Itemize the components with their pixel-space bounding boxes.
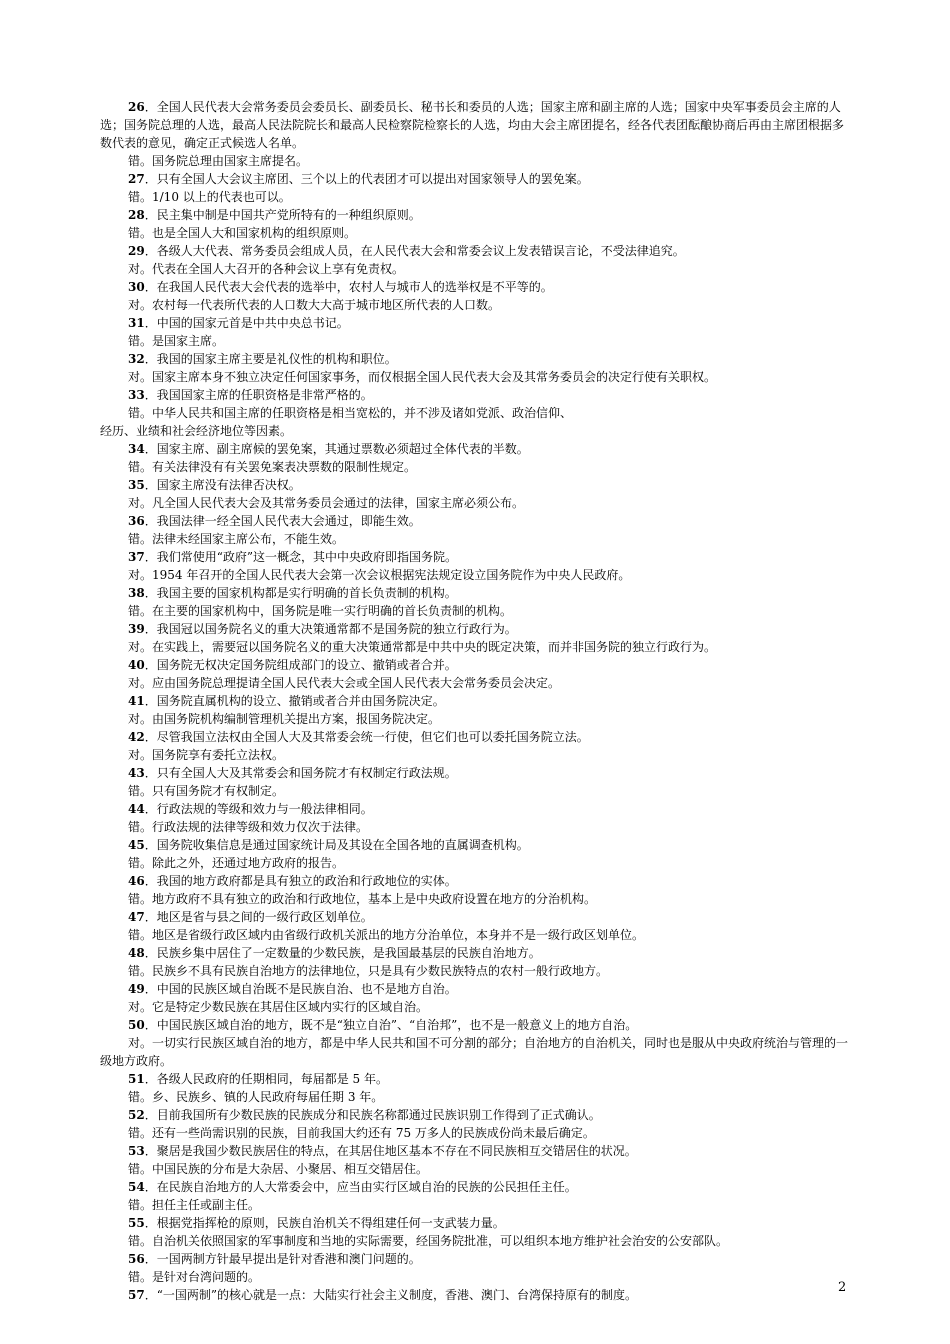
answer-text: 错。中华人民共和国主席的任职资格是相当宽松的，并不涉及诸如党派、政治信仰、 [128,406,573,420]
question-text: ．只有全国人大及其常委会和国务院才有权制定行政法规。 [144,766,457,780]
question-text: ．全国人民代表大会常务委员会委员长、副委员长、秘书长和委员的人选；国家主席和副主席的人选；国家中央军事委员会主席的人选；国务院总理的人选，最高人民法院院长和最高人民检察院检察长的人选，均由大会主席团提名，经各代表团酝酿协商后再由主席团根据多数代表的意见，确定正式候选人名单。 [100,100,845,150]
answer-text: 错。在主要的国家机构中，国务院是唯一实行明确的首长负责制的机构。 [128,604,513,618]
question-item [100,764,852,782]
answer-text: 对。1954 年召开的全国人民代表大会第一次会议根据宪法规定设立国务院作为中央人民政府。 [128,568,631,582]
question-item [100,512,852,530]
question-text: ．“一国两制”的核心就是一点：大陆实行社会主义制度，香港、澳门、台湾保持原有的制度。 [144,1288,637,1302]
question-item [100,386,852,404]
question-number: 31 [128,316,145,330]
question-item [100,728,852,746]
question-item [100,584,852,602]
question-item [100,944,852,962]
question-text: ．只有全国人大会议主席团、三个以上的代表团才可以提出对国家领导人的罢免案。 [144,172,589,186]
answer-text: 错。是针对台湾问题的。 [128,1270,261,1284]
question-number: 48 [128,946,145,960]
question-item [100,872,852,890]
answer-text: 错。行政法规的法律等级和效力仅次于法律。 [128,820,369,834]
question-number: 37 [128,550,145,564]
question-number: 52 [128,1108,145,1122]
question-item [100,278,852,296]
question-number: 35 [128,478,145,492]
answer-text: 对。国家主席本身不独立决定任何国家事务，而仅根据全国人民代表大会及其常务委员会的决定行使有关职权。 [128,370,717,384]
question-item [100,908,852,926]
question-number: 39 [128,622,145,636]
answer-text: 对。代表在全国人大召开的各种会议上享有免责权。 [128,262,405,276]
question-number: 55 [128,1216,145,1230]
question-item [100,440,852,458]
question-text: ．行政法规的等级和效力与一般法律相同。 [144,802,373,816]
question-text: ．我国主要的国家机构都是实行明确的首长负责制的机构。 [144,586,457,600]
question-item [100,1016,852,1034]
question-text: ．中国的民族区域自治既不是民族自治、也不是地方自治。 [144,982,457,996]
answer-text: 错。法律未经国家主席公布，不能生效。 [128,532,345,546]
question-text: ．我国法律一经全国人民代表大会通过，即能生效。 [144,514,421,528]
question-number: 34 [128,442,145,456]
question-text: ．国家主席、副主席候的罢免案，其通过票数必须超过全体代表的半数。 [144,442,529,456]
question-item [100,1070,852,1088]
question-text: ．我国的地方政府都是具有独立的政治和行政地位的实体。 [144,874,457,888]
question-number: 42 [128,730,145,744]
question-number: 36 [128,514,145,528]
answer-text: 对。应由国务院总理提请全国人民代表大会或全国人民代表大会常务委员会决定。 [128,676,561,690]
question-text: ．在我国人民代表大会代表的选举中，农村人与城市人的选举权是不平等的。 [144,280,553,294]
answer-text: 对。一切实行民族区域自治的地方，都是中华人民共和国不可分割的部分；自治地方的自治机关，同时也是服从中央政府统治与管理的一级地方政府。 [100,1036,849,1068]
question-item [100,980,852,998]
question-number: 29 [128,244,145,258]
question-number: 27 [128,172,145,186]
question-item [100,1142,852,1160]
answer-text: 对。它是特定少数民族在其居住区域内实行的区域自治。 [128,1000,429,1014]
answer-text: 错。只有国务院才有权制定。 [128,784,285,798]
answer-text: 对。凡全国人民代表大会及其常务委员会通过的法律，国家主席必须公布。 [128,496,525,510]
question-item [100,350,852,368]
question-text: ．我国的国家主席主要是礼仪性的机构和职位。 [144,352,397,366]
question-number: 50 [128,1018,145,1032]
page-number: 2 [838,1280,847,1295]
answer-text: 对。农村每一代表所代表的人口数大大高于城市地区所代表的人口数。 [128,298,501,312]
answer-text: 错。担任主任或副主任。 [128,1198,261,1212]
answer-text: 错。国务院总理由国家主席提名。 [128,154,309,168]
question-number: 32 [128,352,145,366]
answer-text: 错。还有一些尚需识别的民族，目前我国大约还有 75 万多人的民族成份尚未最后确定。 [128,1126,595,1140]
question-number: 43 [128,766,145,780]
question-item [100,314,852,332]
question-item [100,1286,852,1304]
question-item [100,800,852,818]
question-text: ．各级人民政府的任期相同，每届都是 5 年。 [144,1072,388,1086]
question-number: 49 [128,982,145,996]
question-number: 41 [128,694,145,708]
question-text: ．根据党指挥枪的原则，民族自治机关不得组建任何一支武装力量。 [144,1216,505,1230]
answer-text: 错。地方政府不具有独立的政治和行政地位，基本上是中央政府设置在地方的分治机构。 [128,892,597,906]
question-item [100,1106,852,1124]
question-text: ．地区是省与县之间的一级行政区划单位。 [144,910,373,924]
answer-text: 错。是国家主席。 [128,334,225,348]
question-text: ．一国两制方针最早提出是针对香港和澳门问题的。 [144,1252,421,1266]
question-text: ．民主集中制是中国共产党所特有的一种组织原则。 [144,208,421,222]
question-number: 45 [128,838,145,852]
question-item [100,1178,852,1196]
question-number: 56 [128,1252,145,1266]
answer-text: 错。民族乡不具有民族自治地方的法律地位，只是具有少数民族特点的农村一般行政地方。 [128,964,609,978]
question-item [100,836,852,854]
question-text: ．国家主席没有法律否决权。 [144,478,301,492]
question-item [100,656,852,674]
answer-text: 错。地区是省级行政区域内由省级行政机关派出的地方分治单位，本身并不是一级行政区划单位。 [128,928,645,942]
question-text: ．我们常使用“政府”这一概念，其中中央政府即指国务院。 [144,550,457,564]
answer-text: 错。也是全国人大和国家机构的组织原则。 [128,226,357,240]
answer-text: 错。自治机关依照国家的军事制度和当地的实际需要，经国务院批准，可以组织本地方维护社会治安的公安部队。 [128,1234,729,1248]
question-number: 28 [128,208,145,222]
question-text: ．中国的国家元首是中共中央总书记。 [144,316,349,330]
question-text: ．目前我国所有少数民族的民族成分和民族名称都通过民族识别工作得到了正式确认。 [144,1108,601,1122]
question-item [100,548,852,566]
question-item [100,242,852,260]
answer-text: 对。在实践上，需要冠以国务院名义的重大决策通常都是中共中央的既定决策，而并非国务院的独立行政行为。 [128,640,717,654]
answer-text: 错。乡、民族乡、镇的人民政府每届任期 3 年。 [128,1090,384,1104]
question-item [100,692,852,710]
question-number: 33 [128,388,145,402]
question-item [100,476,852,494]
document-body [100,98,852,1304]
question-number: 54 [128,1180,145,1194]
question-number: 53 [128,1144,145,1158]
answer-text: 错。中国民族的分布是大杂居、小聚居、相互交错居住。 [128,1162,429,1176]
question-item [100,1250,852,1268]
question-text: ．中国民族区域自治的地方，既不是“独立自治”、“自治邦”，也不是一般意义上的地方自治。 [144,1018,638,1032]
question-text: ．民族乡集中居住了一定数量的少数民族，是我国最基层的民族自治地方。 [144,946,541,960]
question-text: ．我国冠以国务院名义的重大决策通常都不是国务院的独立行政行为。 [144,622,517,636]
question-item [100,1214,852,1232]
question-number: 40 [128,658,145,672]
question-item [100,170,852,188]
question-number: 51 [128,1072,145,1086]
question-number: 57 [128,1288,145,1302]
question-text: ．国务院收集信息是通过国家统计局及其设在全国各地的直属调查机构。 [144,838,529,852]
question-item [100,620,852,638]
question-number: 26 [128,100,145,114]
answer-text-continued: 经历、业绩和社会经济地位等因素。 [100,424,293,438]
answer-text: 对。由国务院机构编制管理机关提出方案，报国务院决定。 [128,712,441,726]
question-item [100,206,852,224]
question-text: ．各级人大代表、常务委员会组成人员，在人民代表大会和常委会议上发表错误言论，不受法律追究。 [144,244,685,258]
question-text: ．国务院直属机构的设立、撤销或者合并由国务院决定。 [144,694,445,708]
question-text: ．在民族自治地方的人大常委会中，应当由实行区域自治的民族的公民担任主任。 [144,1180,577,1194]
question-text: ．尽管我国立法权由全国人大及其常委会统一行使，但它们也可以委托国务院立法。 [144,730,589,744]
answer-text: 错。1/10 以上的代表也可以。 [128,190,291,204]
answer-text: 对。国务院享有委托立法权。 [128,748,285,762]
question-number: 44 [128,802,145,816]
question-number: 38 [128,586,145,600]
question-text: ．我国国家主席的任职资格是非常严格的。 [144,388,373,402]
answer-text: 错。有关法律没有有关罢免案表决票数的限制性规定。 [128,460,417,474]
question-text: ．国务院无权决定国务院组成部门的设立、撤销或者合并。 [144,658,457,672]
question-number: 46 [128,874,145,888]
answer-text: 错。除此之外，还通过地方政府的报告。 [128,856,345,870]
question-number: 30 [128,280,145,294]
question-item [100,98,852,152]
question-text: ．聚居是我国少数民族居住的特点，在其居住地区基本不存在不同民族相互交错居住的状况。 [144,1144,637,1158]
question-number: 47 [128,910,145,924]
